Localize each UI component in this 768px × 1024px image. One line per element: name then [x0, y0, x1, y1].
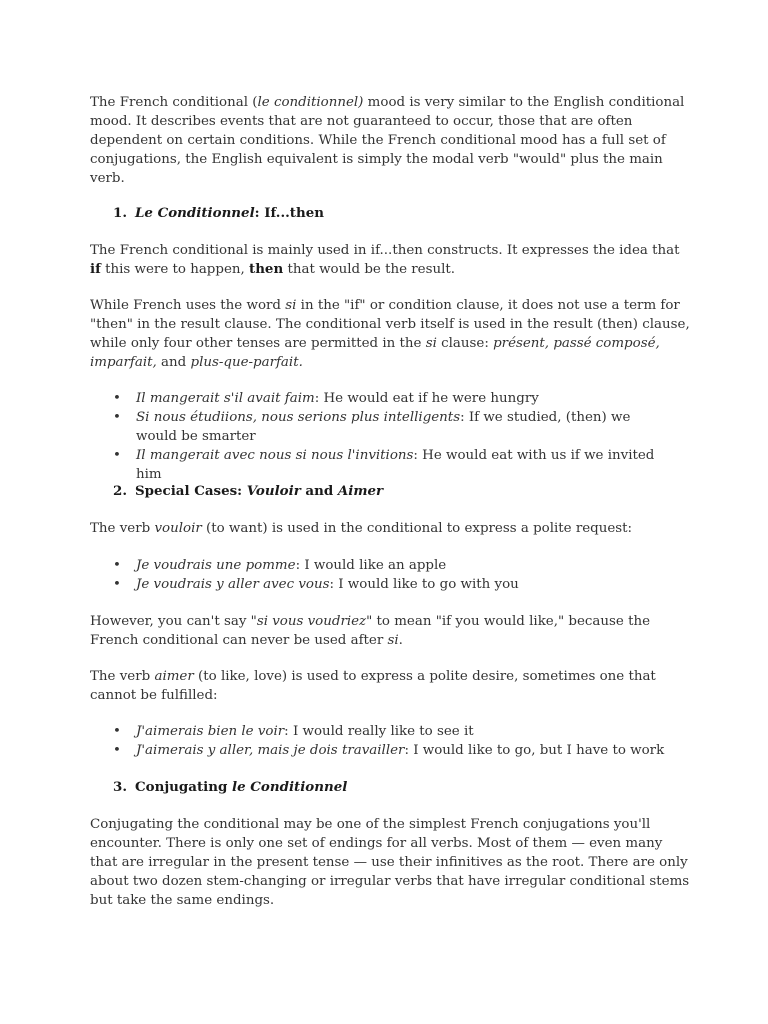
section-2-heading: 2. Special Cases: Vouloir and Aimer — [113, 483, 384, 499]
bullet-icon: • — [113, 391, 121, 406]
list-item: • Si nous étudiions, nous serions plus intelligents: If we studied, (then) we would be smarter — [113, 410, 631, 444]
bullet-icon: • — [113, 724, 121, 739]
bullet-icon: • — [113, 577, 121, 592]
list-item: • Il mangerait s'il avait faim: He would eat if he were hungry — [113, 391, 539, 406]
list-item: • J'aimerais bien le voir: I would really like to see it — [113, 724, 474, 739]
list-item: • Je voudrais y aller avec vous: I would like to go with you — [113, 577, 519, 592]
section-3-paragraph-1: Conjugating the conditional may be one of the simplest French conjugations you'll encounter. There is only one set of endings for all verbs. Most of them — even many that are irregular in the present tense — use their infinitives as the root. There are only about two dozen stem-changing or irregular verbs that have irregular conditional stems but take the same endings. — [90, 817, 690, 908]
list-item: • J'aimerais y aller, mais je dois travailler: I would like to go, but I have to work — [113, 743, 665, 758]
bullet-icon: • — [113, 448, 121, 463]
section-1-heading: 1. Le Conditionnel: If...then — [113, 205, 324, 221]
section-2-example-list-1 — [113, 556, 673, 594]
list-item: • Il mangerait avec nous si nous l'invitions: He would eat with us if we invited him — [113, 448, 655, 482]
bullet-icon: • — [113, 558, 121, 573]
section-1-example-list — [113, 389, 673, 484]
list-item: • Je voudrais une pomme: I would like an apple — [113, 558, 447, 573]
bullet-icon: • — [113, 410, 121, 425]
section-1-paragraph-2: While French uses the word si in the "if" or condition clause, it does not use a term for "then" in the result clause. The conditional verb itself is used in the result (then) clause, while only four other tenses are permitted in the si clause: présent, passé composé, imparfait, and plus-que-parfait. — [90, 298, 690, 370]
section-2-paragraph-2: However, you can't say "si vous voudriez" to mean "if you would like," because the French conditional can never be used after si. — [90, 614, 650, 648]
section-2-paragraph-3: The verb aimer (to like, love) is used to express a polite desire, sometimes one that cannot be fulfilled: — [90, 669, 656, 703]
intro-paragraph: The French conditional (le conditionnel) mood is very similar to the English conditional mood. It describes events that are not guaranteed to occur, those that are often dependent on certain conditions. While the French conditional mood has a full set of conjugations, the English equivalent is simply the modal verb "would" plus the main verb. — [90, 95, 685, 186]
section-2-example-list-2 — [113, 722, 673, 760]
section-1-paragraph-1: The French conditional is mainly used in if...then constructs. It expresses the idea that if this were to happen, then that would be the result. — [90, 243, 680, 277]
section-3-heading: 3. Conjugating le Conditionnel — [113, 779, 348, 795]
section-2-paragraph-1: The verb vouloir (to want) is used in the conditional to express a polite request: — [90, 521, 633, 536]
bullet-icon: • — [113, 743, 121, 758]
